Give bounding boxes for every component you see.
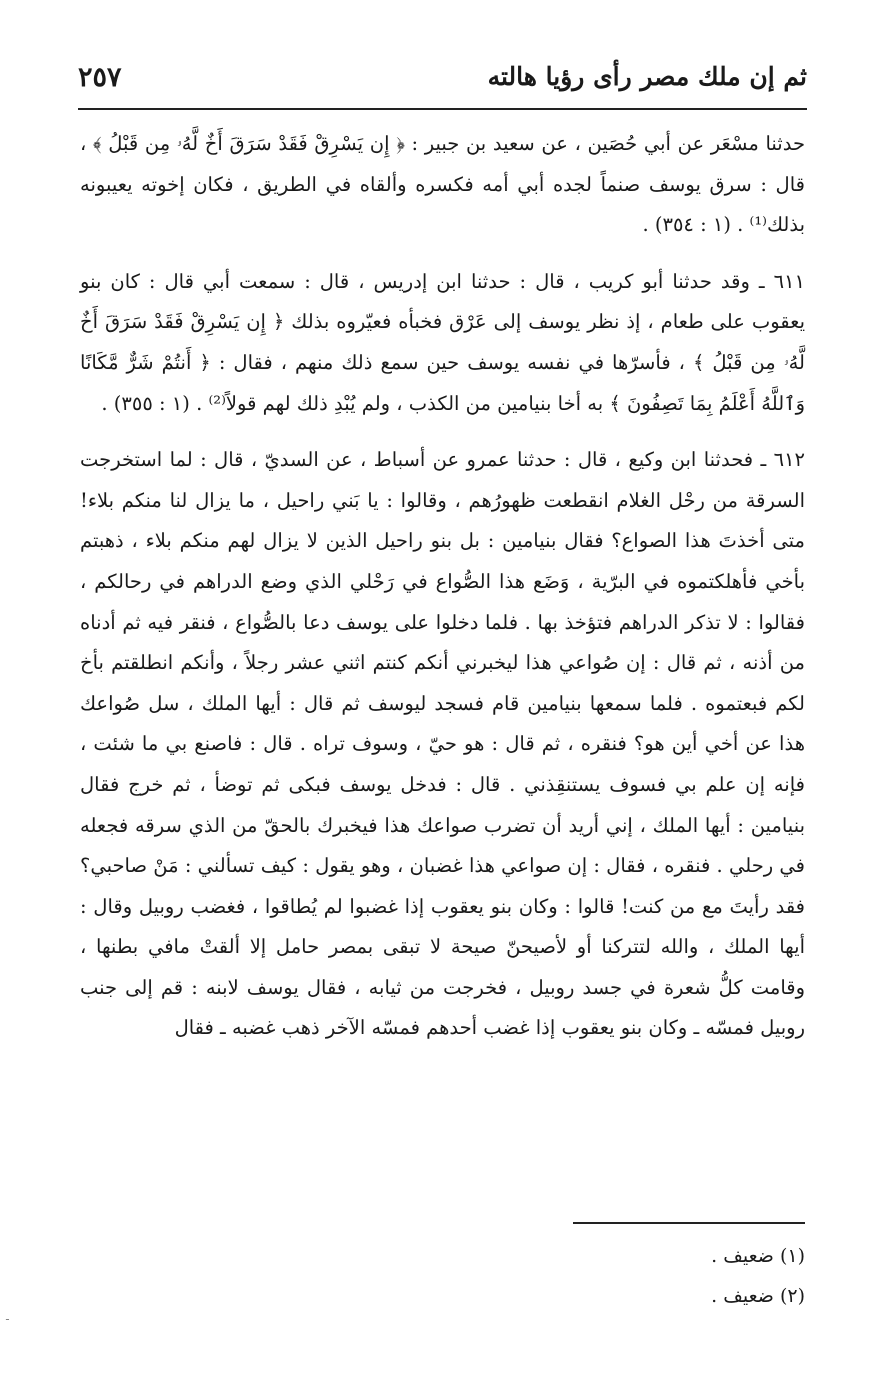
running-header [78, 58, 807, 102]
paragraph-612: ٦١٢ ـ فحدثنا ابن وكيع ، قال : حدثنا عمرو عن أسباط ، عن السديّ ، قال : لما استخرجت السرقة من رحْل الغلام انقطعت ظهورُهم ، وقالوا : يا بَني راحيل ، ما يزال لنا منكم بلاء! متى أخذتَ هذا الصواع؟ فقال بنيامين : بل بنو راحيل الذين لا يزال لهم منكم بلاء ، ذهبتم بأخي فأهلكتموه في البرّية ، وَضَع هذا الصُّواع في رَحْلي الذي وضع الدراهم في رحالكم ، فقالوا : لا تذكر الدراهم فتؤخذ بها . فلما دخلوا على يوسف دعا بالصُّواع ، فنقر فيه ثم أدناه من أذنه ، ثم قال : إن صُواعي هذا ليخبرني أنكم كنتم اثني عشر رجلاً ، وأنكم انطلقتم بأخ لكم فبعتموه . فلما سمعها بنيامين قام فسجد ليوسف ثم قال : أيها الملك ، سل صُواعك هذا عن أخي أين هو؟ فنقره ، ثم قال : هو حيّ ، وسوف تراه . قال : فاصنع بي ما شئت ، فإنه إن علم بي فسوف يستنقِذني . قال : فدخل يوسف فبكى ثم توضأ ، ثم خرج فقال بنيامين : أيها الملك ، إني أريد أن تضرب صواعك هذا فيخبرك بالحقّ من الذي سرقه فجعله في رحلي . فنقره ، فقال : إن صواعي هذا غضبان ، وهو يقول : كيف تسألني : مَنْ صاحبي؟ فقد رأيتَ مع من كنت! قالوا : وكان بنو يعقوب إذا غضبوا لم يُطاقوا ، فغضب روبيل وقال : أيها الملك ، والله لتتركنا أو لأصيحنّ صيحة لا تبقى بمصر حامل إلا ألقتْ مافي بطنها ، وقامت كلُّ شعرة في جسد روبيل ، فخرجت من ثيابه ، فقال يوسف لابنه : قم إلى جنب روبيل فمسّه ـ وكان بنو يعقوب إذا غضب أحدهم فمسّه الآخر ذهب غضبه ـ فقال [80, 448, 805, 1040]
paragraph-continuation: حدثنا مسْعَر عن أبي حُصَين ، عن سعيد بن جبير : ﴿ إِن يَسْرِقْ فَقَدْ سَرَقَ أَخٌ لَّهُۥ مِن قَبْلُ ﴾ ، قال : سرق يوسف صنماً لجده أبي أمه فكسره وألقاه في الطريق ، فكان إخوته يعيبونه بذلك⁽¹⁾ . (١ : ٣٥٤) . [80, 132, 805, 237]
footnote-1: (١) ضعيف . [711, 1245, 805, 1267]
paragraph-611: ٦١١ ـ وقد حدثنا أبو كريب ، قال : حدثنا ابن إدريس ، قال : سمعت أبي قال : كان بنو يعقوب على طعام ، إذ نظر يوسف إلى عَرْق فخبأه فعيّروه بذلك ﴿ إِن يَسْرِقْ فَقَدْ سَرَقَ أَخٌ لَّهُۥ مِن قَبْلُ ﴾ ، فأسرّها في نفسه يوسف حين سمع ذلك منهم ، فقال : ﴿ أَنتُمْ شَرٌّ مَّكَانًا وَٱللَّهُ أَعْلَمُ بِمَا تَصِفُونَ ﴾ به أخا بنيامين من الكذب ، ولم يُبْدِ ذلك لهم قولاً⁽²⁾ . (١ : ٣٥٥) . [80, 269, 805, 415]
header-divider [78, 108, 807, 110]
main-text [80, 124, 805, 1065]
footnote-divider [573, 1222, 805, 1224]
margin-mark: ـ [6, 1312, 9, 1323]
footnotes [711, 1236, 805, 1316]
chapter-title: ثم إن ملك مصر رأى رؤيا هالته [487, 62, 807, 91]
footnote-2: (٢) ضعيف . [711, 1285, 805, 1307]
page-number: ٢٥٧ [78, 62, 122, 93]
